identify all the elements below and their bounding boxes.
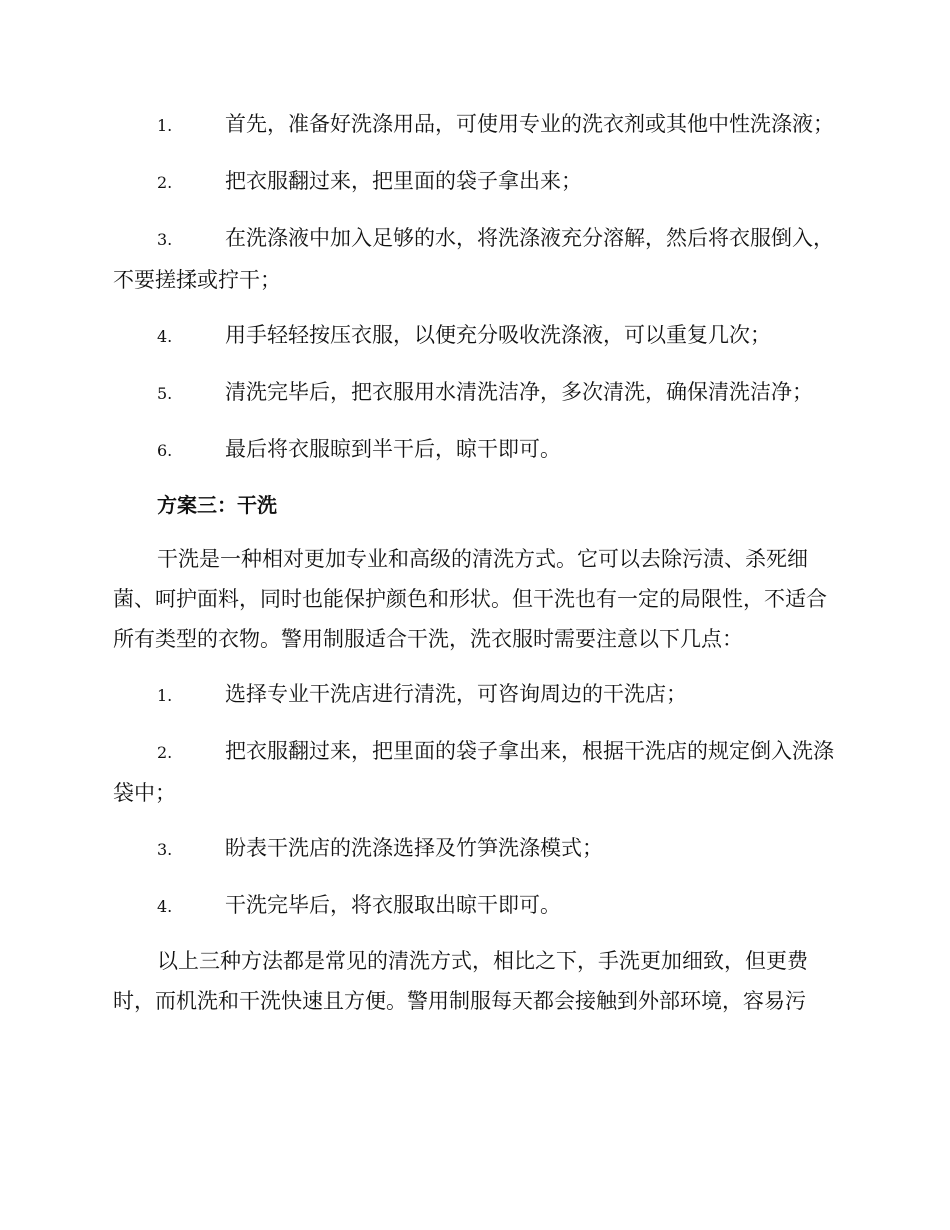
list-number: 1. <box>157 686 173 705</box>
list-item <box>113 429 835 471</box>
list-text: 清洗完毕后，把衣服用水清洗洁净，多次清洗，确保清洗洁净； <box>225 380 813 404</box>
list-number: 5. <box>157 384 173 403</box>
list-item <box>113 104 835 146</box>
list-text: 把衣服翻过来，把里面的袋子拿出来； <box>225 169 582 193</box>
list-item <box>113 218 835 300</box>
list-item <box>113 885 835 927</box>
list-text: 首先，准备好洗涤用品，可使用专业的洗衣剂或其他中性洗涤液； <box>225 112 834 136</box>
list-item <box>113 372 835 414</box>
list-item <box>113 731 835 813</box>
conclusion-paragraph: 以上三种方法都是常见的清洗方式，相比之下，手洗更加细致，但更费时，而机洗和干洗快速且方便。警用制服每天都会接触到外部环境，容易污 <box>113 949 808 1013</box>
list-number: 6. <box>157 441 173 460</box>
list-number: 3. <box>157 840 173 859</box>
section-heading: 方案三：干洗 <box>157 493 277 517</box>
list-number: 2. <box>157 173 173 192</box>
list-item <box>113 315 835 357</box>
list-number: 1. <box>157 116 173 135</box>
list-text: 选择专业干洗店进行清洗，可咨询周边的干洗店； <box>225 682 687 706</box>
list-item <box>113 828 835 870</box>
list-number: 4. <box>157 327 173 346</box>
list-text: 干洗完毕后，将衣服取出晾干即可。 <box>225 893 561 917</box>
section-intro-paragraph: 干洗是一种相对更加专业和高级的清洗方式。它可以去除污渍、杀死细菌、呵护面料，同时也能保护颜色和形状。但干洗也有一定的局限性，不适合所有类型的衣物。警用制服适合干洗，洗衣服时需要注意以下几点： <box>113 547 827 651</box>
list-text: 在洗涤液中加入足够的水，将洗涤液充分溶解，然后将衣服倒入，不要搓揉或拧干； <box>113 226 834 292</box>
list-number: 3. <box>157 230 173 249</box>
list-text: 把衣服翻过来，把里面的袋子拿出来，根据干洗店的规定倒入洗涤袋中； <box>113 739 834 805</box>
list-number: 4. <box>157 897 173 916</box>
list-text: 最后将衣服晾到半干后，晾干即可。 <box>225 437 561 461</box>
list-item <box>113 161 835 203</box>
list-number: 2. <box>157 743 173 762</box>
list-item <box>113 674 835 716</box>
list-text: 盼表干洗店的洗涤选择及竹笋洗涤模式； <box>225 836 603 860</box>
list-text: 用手轻轻按压衣服，以便充分吸收洗涤液，可以重复几次； <box>225 323 771 347</box>
document-body <box>113 104 835 1021</box>
